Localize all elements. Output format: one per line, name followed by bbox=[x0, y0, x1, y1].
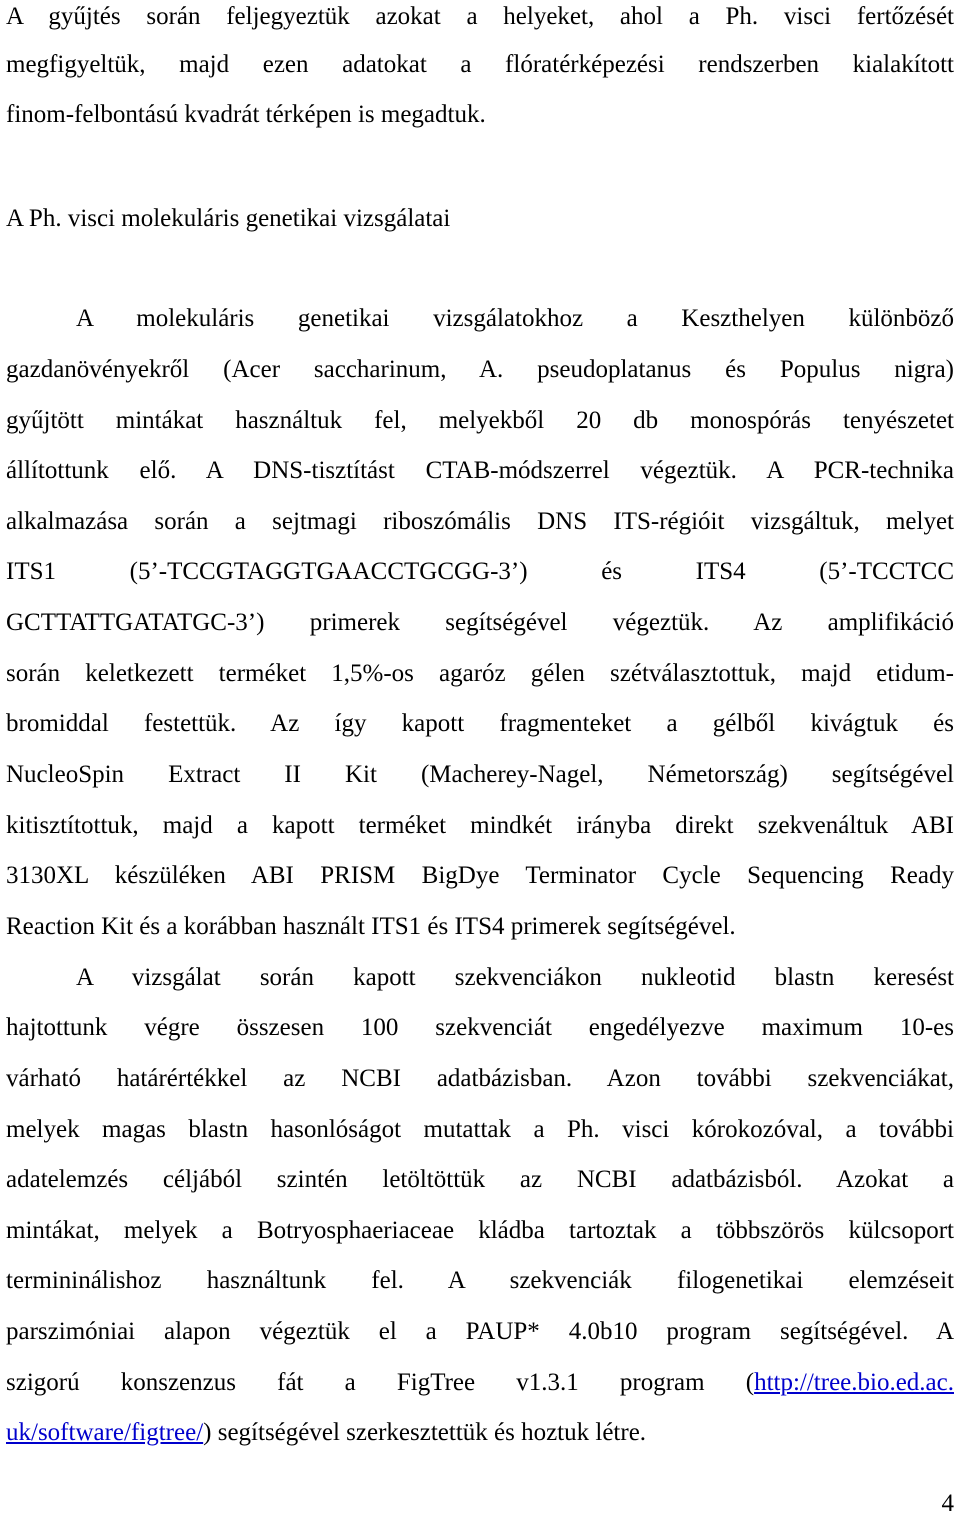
paragraph-2-line-13: Reaction Kit és a korábban használt ITS1 és ITS4 primerek segítségével. bbox=[6, 913, 736, 940]
paragraph-3-line-6: mintákat, melyek a Botryosphaeriaceae kládba tartoztak a többszörös külcsoport bbox=[6, 1217, 954, 1244]
page-number: 4 bbox=[941, 1490, 954, 1517]
paragraph-2-line-6: ITS1 (5’-TCCGTAGGTGAACCTGCGG-3’) és ITS4 (5’-TCCTCC bbox=[6, 558, 954, 585]
paragraph-3-line-4: melyek magas blastn hasonlóságot mutattak a Ph. visci kórokozóval, a további bbox=[6, 1116, 954, 1143]
paragraph-2-line-7: GCTTATTGATATGC-3’) primerek segítségével végeztük. Az amplifikáció bbox=[6, 609, 954, 636]
paragraph-2-line-10: NucleoSpin Extract II Kit (Macherey-Nagel, Németország) segítségével bbox=[6, 761, 954, 788]
figtree-url-link-part-2[interactable]: uk/software/figtree/ bbox=[6, 1419, 204, 1446]
paragraph-3-line-10-text: ) segítségével szerkesztettük és hoztuk létre. bbox=[203, 1419, 647, 1446]
paragraph-2-line-4: állítottunk elő. A DNS-tisztítást CTAB-módszerrel végeztük. A PCR-technika bbox=[6, 457, 954, 484]
paragraph-1-line-3: finom-felbontású kvadrát térképen is megadtuk. bbox=[6, 101, 486, 128]
paragraph-2-line-11: kitisztítottuk, majd a kapott terméket mindkét irányba direkt szekvenáltuk ABI bbox=[6, 812, 954, 839]
paragraph-2-line-3: gyűjtött mintákat használtuk fel, melyekből 20 db monospórás tenyészetet bbox=[6, 407, 954, 434]
paragraph-3-line-9 bbox=[6, 1366, 954, 1400]
figtree-url-link-part-1[interactable]: http://tree.bio.ed.ac. bbox=[754, 1369, 954, 1396]
paragraph-3-line-10 bbox=[6, 1416, 954, 1450]
paragraph-3-line-5: adatelemzés céljából szintén letöltöttük az NCBI adatbázisból. Azokat a bbox=[6, 1166, 954, 1193]
paragraph-3-line-2: hajtottunk végre összesen 100 szekvenciát engedélyezve maximum 10-es bbox=[6, 1014, 954, 1041]
paragraph-2-line-1: A molekuláris genetikai vizsgálatokhoz a Keszthelyen különböző bbox=[76, 305, 954, 332]
paragraph-3-line-9-text: szigorú konszenzus fát a FigTree v1.3.1 program ( bbox=[6, 1369, 755, 1396]
paragraph-3-line-1: A vizsgálat során kapott szekvenciákon nukleotid blastn keresést bbox=[76, 964, 954, 991]
paragraph-2-line-2: gazdanövényekről (Acer saccharinum, A. pseudoplatanus és Populus nigra) bbox=[6, 356, 954, 383]
paragraph-2-line-8: során keletkezett terméket 1,5%-os agaróz gélen szétválasztottuk, majd etidum- bbox=[6, 660, 954, 687]
paragraph-3-line-8: parszimóniai alapon végeztük el a PAUP* 4.0b10 program segítségével. A bbox=[6, 1318, 954, 1345]
paragraph-2-line-9: bromiddal festettük. Az így kapott fragmenteket a gélből kivágtuk és bbox=[6, 710, 954, 737]
paragraph-2-line-12: 3130XL készüléken ABI PRISM BigDye Terminator Cycle Sequencing Ready bbox=[6, 862, 954, 889]
paragraph-3-line-3: várható határértékkel az NCBI adatbázisban. Azon további szekvenciákat, bbox=[6, 1065, 954, 1092]
section-heading: A Ph. visci molekuláris genetikai vizsgálatai bbox=[6, 205, 451, 232]
paragraph-1-line-2: megfigyeltük, majd ezen adatokat a flóratérképezési rendszerben kialakított bbox=[6, 51, 954, 78]
paragraph-1-line-1: A gyűjtés során feljegyeztük azokat a helyeket, ahol a Ph. visci fertőzését bbox=[6, 3, 954, 30]
paragraph-2-line-5: alkalmazása során a sejtmagi riboszómális DNS ITS-régióit vizsgáltuk, melyet bbox=[6, 508, 954, 535]
paragraph-3-line-7: termininálishoz használtunk fel. A szekvenciák filogenetikai elemzéseit bbox=[6, 1267, 954, 1294]
